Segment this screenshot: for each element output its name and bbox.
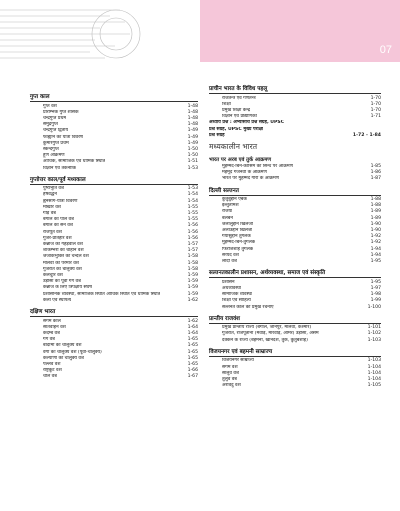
toc-entry-page: 1-88 (370, 203, 381, 209)
section-title: प्राचीन भारत के विविध पहलू (209, 84, 381, 94)
toc-entry-page: 1-70 (370, 107, 381, 113)
toc-entry-page: 1-55 (187, 217, 198, 223)
toc-entry-page: 1-56 (187, 229, 198, 235)
toc-entry (30, 166, 198, 172)
toc-entry-page: 1-57 (187, 242, 198, 248)
toc-entry-page: 1-65 (187, 362, 198, 368)
toc-entry-title: प्रश्न संग्रह (209, 132, 225, 138)
toc-entry-page: 1-104 (367, 370, 381, 376)
toc-entry-title: चन्द्रगुप्त द्वितीय (43, 128, 69, 134)
toc-entry-page: 1-49 (187, 140, 198, 146)
part-title: मध्यकालीन भारत (209, 141, 258, 151)
toc-entry-title: आर्थिक, सामाजिक एवं धार्मिक स्थिति (43, 159, 106, 165)
toc-entry-page: 1-48 (187, 115, 198, 121)
toc-entry-page: 1-70 (370, 95, 381, 101)
toc-entry-title: वेंगी का चालुक्य वंश (पूर्वी-चालुक्य) (43, 349, 102, 355)
toc-entry-page: 1-59 (187, 285, 198, 291)
toc-entry-page: 1-102 (367, 331, 381, 337)
toc-entry-page: 1-86 (370, 170, 381, 176)
toc-entry-title: इल्तुतमिश (222, 203, 239, 209)
toc-entry (209, 259, 381, 265)
toc-entry-page: 1-59 (187, 273, 198, 279)
toc-entry-title: विज्ञान एवं प्रौद्योगिकी (222, 114, 257, 120)
toc-entry-title: भारत पर मुहम्मद गोरी के आक्रमण (222, 176, 280, 182)
toc-entry-title: कला एवं स्थापत्य (43, 297, 72, 303)
page-number: 07 (379, 44, 392, 56)
toc-entry-title: बलबन (222, 215, 233, 221)
toc-entry-page: 1-99 (370, 298, 381, 304)
toc-entry-page: 1-67 (187, 374, 198, 380)
toc-entry-title: कदम्ब वंश (43, 331, 61, 336)
decorative-corner-graphic (0, 0, 150, 80)
toc-entry-title: जेजाकभुक्ति का चन्देल वंश (43, 254, 89, 260)
toc-entry-page: 1-90 (370, 221, 381, 227)
toc-entry-page: 1-49 (187, 134, 198, 140)
toc-entry-page: 1-89 (370, 215, 381, 221)
toc-entry-page: 1-62 (187, 297, 198, 303)
toc-entry-page: 1-89 (370, 209, 381, 215)
toc-entry-title: बंगाल का सेन वंश (43, 223, 73, 229)
toc-entry-title: उड़ीसा का पूर्वी गंग वंश (43, 279, 82, 285)
toc-entry-title: संगम वंश (222, 364, 238, 370)
toc-entry-page: 1-70 (370, 101, 381, 107)
toc-entry-title: बादामी का चालुक्य वंश (43, 343, 82, 349)
toc-entry-title: अध्याय प्रश्न : अभ्यासार्थ प्रश्न संग्रह, UPSC (209, 120, 285, 126)
section-title: सल्तनतकालीन प्रशासन, अर्थव्यवस्था, समाज एवं संस्कृति (209, 268, 381, 278)
section-vijayanagar (209, 347, 381, 390)
toc-entry-title: सामाजिक व्यवस्था (222, 292, 253, 298)
toc-entry-page: 1-66 (187, 368, 198, 374)
toc-entry-page: 1-65 (187, 343, 198, 349)
toc-entry-page: 1-105 (367, 383, 381, 389)
toc-entry-title: शिक्षा एवं साहित्य (222, 298, 251, 304)
toc-entry (209, 133, 381, 139)
toc-entry-page: 1-94 (370, 246, 381, 252)
toc-entry-page: 1-92 (370, 240, 381, 246)
toc-entry-page: 1-71 (370, 114, 381, 120)
toc-entry-page: 1-48 (187, 103, 198, 109)
toc-entry-page: 1-104 (367, 377, 381, 382)
toc-entry-title: प्रमुख प्रान्तीय राज्य (बंगाल, जौनपुर, मालवा, कश्मीर) (222, 325, 312, 331)
toc-entry-page: 1-49 (187, 128, 198, 134)
toc-entry-title: फाह्यान का यात्रा विवरण (43, 134, 84, 140)
toc-entry-title: प्रमुख शिक्षा केन्द्र (222, 107, 251, 113)
toc-entry-page: 1-95 (370, 259, 381, 265)
toc-entry-page: 1-95 (370, 279, 381, 285)
toc-entry-title: मालवा का परमार वंश (43, 260, 79, 266)
toc-entry-page: 1-64 (187, 331, 198, 336)
section-title: दिल्ली सल्तनत (209, 186, 381, 196)
toc-entry-title: कुतुबुद्दीन ऐबक (222, 197, 247, 203)
toc-entry-title: गयासुद्दीन तुगलक (222, 234, 251, 240)
toc-entry-title: कन्नौज के लिए त्रिपक्षीय संघर्ष (43, 285, 92, 291)
section-arab-turk (209, 155, 381, 183)
toc-entry-page: 1-90 (370, 228, 381, 234)
toc-entry-page: 1-100 (367, 304, 381, 310)
toc-entry-title: सालुव वंश (222, 370, 240, 376)
toc-entry-page: 1-72 - 1-84 (352, 132, 381, 138)
toc-entry-title: संगम काल (43, 318, 61, 324)
toc-entry-title: अलाउद्दीन खिलजी (222, 228, 253, 234)
toc-entry-page: 1-59 (187, 279, 198, 285)
toc-entry-title: चोल वंश (43, 374, 58, 380)
toc-entry-title: समुद्रगुप्त (43, 122, 58, 128)
toc-entry-page: 1-101 (367, 325, 381, 331)
toc-entry-title: गंग वंश (43, 337, 56, 343)
toc-entry-title: हूण आक्रमण (43, 153, 65, 159)
toc-entry-page: 1-62 (187, 318, 198, 324)
toc-entry-page: 1-64 (187, 324, 198, 330)
toc-entry-title: लोदी वंश (222, 259, 238, 265)
toc-entry-title: अर्थव्यवस्था (222, 285, 242, 291)
toc-entry-page: 1-54 (187, 192, 198, 198)
toc-entry-page: 1-97 (370, 285, 381, 291)
toc-entry-page: 1-57 (187, 248, 198, 254)
toc-entry-title: फिरोजशाह तुगलक (222, 246, 254, 252)
toc-entry-title: प्रारम्भिक गुप्त शासक (43, 109, 79, 115)
toc-entry-title: गुर्जर-प्रतिहार वंश (43, 235, 72, 241)
toc-entry-page: 1-54 (187, 198, 198, 204)
toc-entry-page: 1-48 (187, 109, 198, 115)
toc-entry-page: 1-56 (187, 223, 198, 229)
toc-entry-title: कुमारगुप्त प्रथम (43, 140, 69, 146)
section-title: भारत पर अरब एवं तुर्क आक्रमण (209, 156, 272, 163)
section-sultanate (209, 186, 381, 266)
toc-entry-page: 1-65 (187, 355, 198, 361)
toc-entry-title: राजतन्त्र एवं गणतन्त्र (222, 95, 256, 101)
toc-entry-title: विज्ञान एवं तकनीकि (43, 165, 77, 171)
toc-entry-title: मौखरि वंश (43, 204, 61, 210)
toc-entry-page: 1-58 (187, 260, 198, 266)
toc-entry-title: पल्लव वंश (43, 362, 61, 368)
chapter-header-banner (200, 0, 400, 62)
toc-entry-title: महमूद गजनवी के आक्रमण (222, 170, 267, 176)
toc-entry-page: 1-98 (370, 292, 381, 298)
toc-entry-title: मुहम्मद-बिन-तुगलक (222, 240, 256, 246)
toc-entry-title: चन्द्रगुप्त प्रथम (43, 115, 67, 121)
section-title: गुप्तोत्तर काल/पूर्व मध्यकाल (30, 175, 198, 185)
toc-entry-title: प्रश्न संग्रह, UPSC मुख्य परीक्षा (209, 126, 264, 132)
toc-entry-page: 1-104 (367, 364, 381, 370)
toc-entry-page: 1-56 (187, 235, 198, 241)
section-provincial (209, 314, 381, 344)
toc-entry-title: शिक्षा (222, 101, 231, 107)
toc-entry-page: 1-59 (187, 291, 198, 297)
toc-entry-page: 1-88 (370, 197, 381, 203)
toc-entry (30, 374, 198, 380)
toc-entry-title: पुष्यभूति वंश (43, 186, 65, 192)
toc-entry-page: 1-53 (187, 165, 198, 171)
toc-entry-title: गुजरात, राजपूताना (मेवाड़, मारवाड़, आमेर) उड़ीसा, असम (222, 331, 319, 337)
toc-entry-page: 1-48 (187, 122, 198, 128)
toc-entry-page: 1-65 (187, 349, 198, 355)
toc-entry-page: 1-85 (370, 163, 381, 169)
toc-entry-title: तुलुव वंश (222, 377, 238, 382)
toc-entry (209, 338, 381, 344)
toc-entry-page: 1-50 (187, 153, 198, 159)
right-column (209, 84, 381, 392)
toc-entry-page: 1-53 (187, 186, 198, 192)
toc-entry (30, 298, 198, 304)
toc-entry-title: कल्याणी का चालुक्य वंश (43, 355, 85, 361)
section-admin (209, 268, 381, 311)
toc-entry-title: बंगाल का पाल वंश (43, 217, 75, 223)
toc-entry-title: ह्वेनसांग-यात्रा विवरण (43, 198, 78, 204)
toc-entry-title: दक्कन के राज्य (बहमनी, खानदेश, तुर्क, कुतुबशाह) (222, 337, 308, 343)
toc-entry-page: 1-55 (187, 211, 198, 217)
section-south-india (30, 307, 198, 381)
toc-entry-title: रजिया (222, 209, 233, 215)
toc-entry-title: राष्ट्रकूट वंश (43, 368, 62, 374)
toc-entry-page: 1-58 (187, 266, 198, 272)
toc-entry-title: कलचुरि वंश (43, 273, 63, 279)
toc-entry-title: सातवाहन वंश (43, 324, 66, 330)
section-title: विजयनगर एवं बहमनी साम्राज्य (209, 347, 381, 357)
toc-entry-title: गौड़ वंश (43, 211, 57, 217)
toc-entry (209, 383, 381, 389)
toc-entry-title: गुप्त वंश (43, 103, 57, 109)
toc-entry-page: 1-55 (187, 204, 198, 210)
section-post-gupta (30, 175, 198, 304)
toc-entry-title: प्रशासनिक व्यवस्था, सामाजिक स्थिति आर्थिक स्थिति एवं धार्मिक स्थिति (43, 291, 161, 297)
section-title: दक्षिण भारत (30, 307, 198, 317)
left-column (30, 92, 198, 384)
toc-entry-page: 1-103 (367, 337, 381, 343)
toc-entry-title: सल्तनत काल की प्रमुख रचनाएँ (222, 304, 274, 310)
toc-entry-page: 1-65 (187, 337, 198, 343)
toc-entry-page: 1-94 (370, 252, 381, 258)
section-gupta (30, 92, 198, 172)
toc-entry-page: 1-58 (187, 254, 198, 260)
toc-entry-title: राजपूत वंश (43, 229, 62, 235)
section-misc (209, 84, 381, 139)
toc-entry-title: हर्षवर्द्धन (43, 192, 57, 198)
toc-entry-title: मुहम्मद-बिन-कासिम का सिन्ध पर आक्रमण (222, 163, 293, 169)
toc-entry-title: शाकम्भरी का चौहान वंश (43, 248, 84, 254)
section-title: प्रान्तीय राजवंश (209, 314, 381, 324)
toc-entry (209, 305, 381, 311)
section-title: गुप्त काल (30, 92, 198, 102)
toc-entry-title: अरविदु वंश (222, 383, 241, 389)
toc-entry-page: 1-50 (187, 146, 198, 152)
toc-entry-title: विजयनगर साम्राज्य (222, 358, 254, 364)
toc-entry-title: स्कन्दगुप्त (43, 146, 59, 152)
toc-entry-title: सैय्यद वंश (222, 252, 239, 258)
toc-entry-title: कन्नौज का गहड़वाल वंश (43, 242, 83, 248)
toc-entry-page: 1-103 (367, 358, 381, 364)
toc-entry-page: 1-87 (370, 176, 381, 182)
toc-entry-title: गुजरात का चालुक्य वंश (43, 266, 82, 272)
toc-entry-title: प्रशासन (222, 279, 235, 285)
toc-entry-page: 1-51 (187, 159, 198, 165)
toc-entry (209, 176, 381, 182)
toc-entry-title: जलालुद्दीन खिलजी (222, 221, 253, 227)
toc-entry-page: 1-92 (370, 234, 381, 240)
